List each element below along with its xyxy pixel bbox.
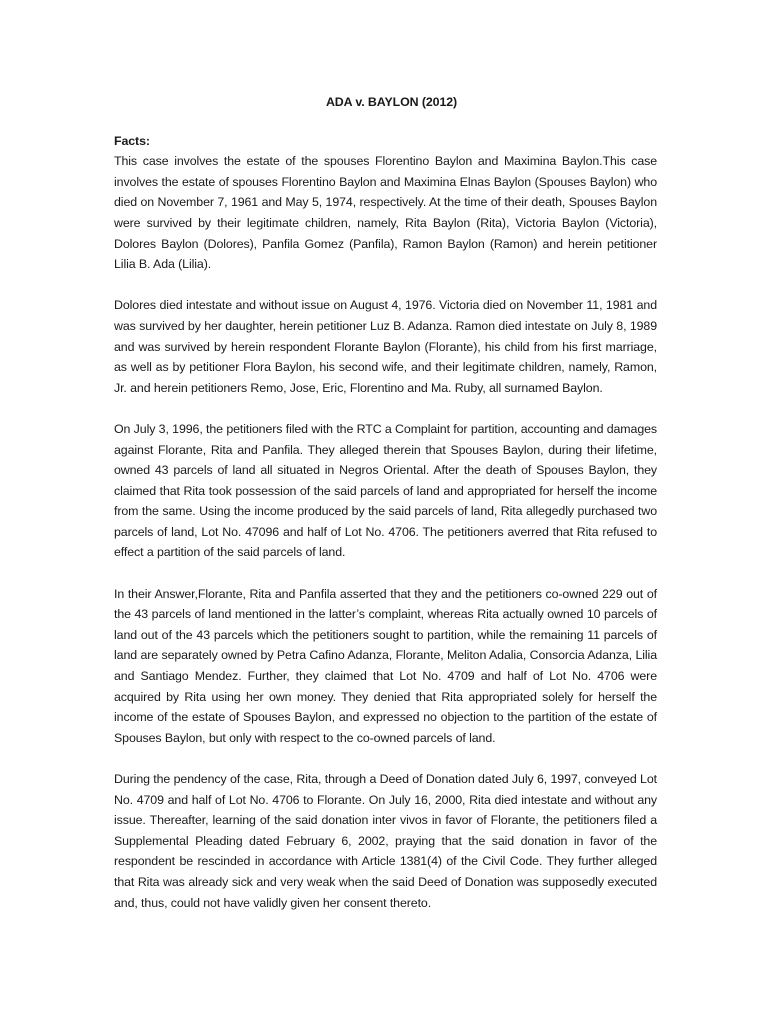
paragraph-gap [114,563,657,584]
paragraph-4: In their Answer,Florante, Rita and Panfila asserted that they and the petitioners co-owned 229 out of the 43 parcels of land mentioned in the latter’s complaint, whereas Rita actually owned 10 parcels of land out of the 43 parcels which the petitioners sought to partition, while the remaining 11 parcels of land are separately owned by Petra Cafino Adanza, Florante, Meliton Adalia, Consorcia Adanza, Lilia and Santiago Mendez. Further, they claimed that Lot No. 4709 and half of Lot No. 4706 were acquired by Rita using her own money. They denied that Rita appropriated solely for herself the income of the estate of Spouses Baylon, and expressed no objection to the partition of the estate of Spouses Baylon, but only with respect to the co-owned parcels of land. [114,586,657,745]
section-label-facts: Facts: [114,133,150,148]
document-body [114,92,657,913]
paragraph-gap [114,275,657,296]
paragraph-gap [114,398,657,419]
paragraph-gap [114,748,657,769]
paragraph-5: During the pendency of the case, Rita, through a Deed of Donation dated July 6, 1997, conveyed Lot No. 4709 and half of Lot No. 4706 to Florante. On July 16, 2000, Rita died intestate and without any issue. Thereafter, learning of the said donation inter vivos in favor of Florante, the petitioners filed a Supplemental Pleading dated February 6, 2002, praying that the said donation in favor of the respondent be rescinded in accordance with Article 1381(4) of the Civil Code. They further alleged that Rita was already sick and very weak when the said Deed of Donation was supposedly executed and, thus, could not have validly given her consent thereto. [114,772,657,910]
paragraph-1: This case involves the estate of the spouses Florentino Baylon and Maximina Baylon.This case involves the estate of spouses Florentino Baylon and Maximina Elnas Baylon (Spouses Baylon) who died on November 7, 1961 and May 5, 1974, respectively. At the time of their death, Spouses Baylon were survived by their legitimate children, namely, Rita Baylon (Rita), Victoria Baylon (Victoria), Dolores Baylon (Dolores), Panfila Gomez (Panfila), Ramon Baylon (Ramon) and herein petitioner Lilia B. Ada (Lilia). [114,154,657,272]
paragraph-3: On July 3, 1996, the petitioners filed with the RTC a Complaint for partition, accounting and damages against Florante, Rita and Panfila. They alleged therein that Spouses Baylon, during their lifetime, owned 43 parcels of land all situated in Negros Oriental. After the death of Spouses Baylon, they claimed that Rita took possession of the said parcels of land and appropriated for herself the income from the same. Using the income produced by the said parcels of land, Rita allegedly purchased two parcels of land, Lot No. 47096 and half of Lot No. 4706. The petitioners averred that Rita refused to effect a partition of the said parcels of land. [114,421,657,560]
document-title: ADA v. BAYLON (2012) [325,95,458,109]
paragraph-2: Dolores died intestate and without issue on August 4, 1976. Victoria died on November 11, 1981 and was survived by her daughter, herein petitioner Luz B. Adanza. Ramon died intestate on July 8, 1989 and was survived by herein respondent Florante Baylon (Florante), his child from his first marriage, as well as by petitioner Flora Baylon, his second wife, and their legitimate children, namely, Ramon, Jr. and herein petitioners Remo, Jose, Eric, Florentino and Ma. Ruby, all surnamed Baylon. [114,298,657,395]
